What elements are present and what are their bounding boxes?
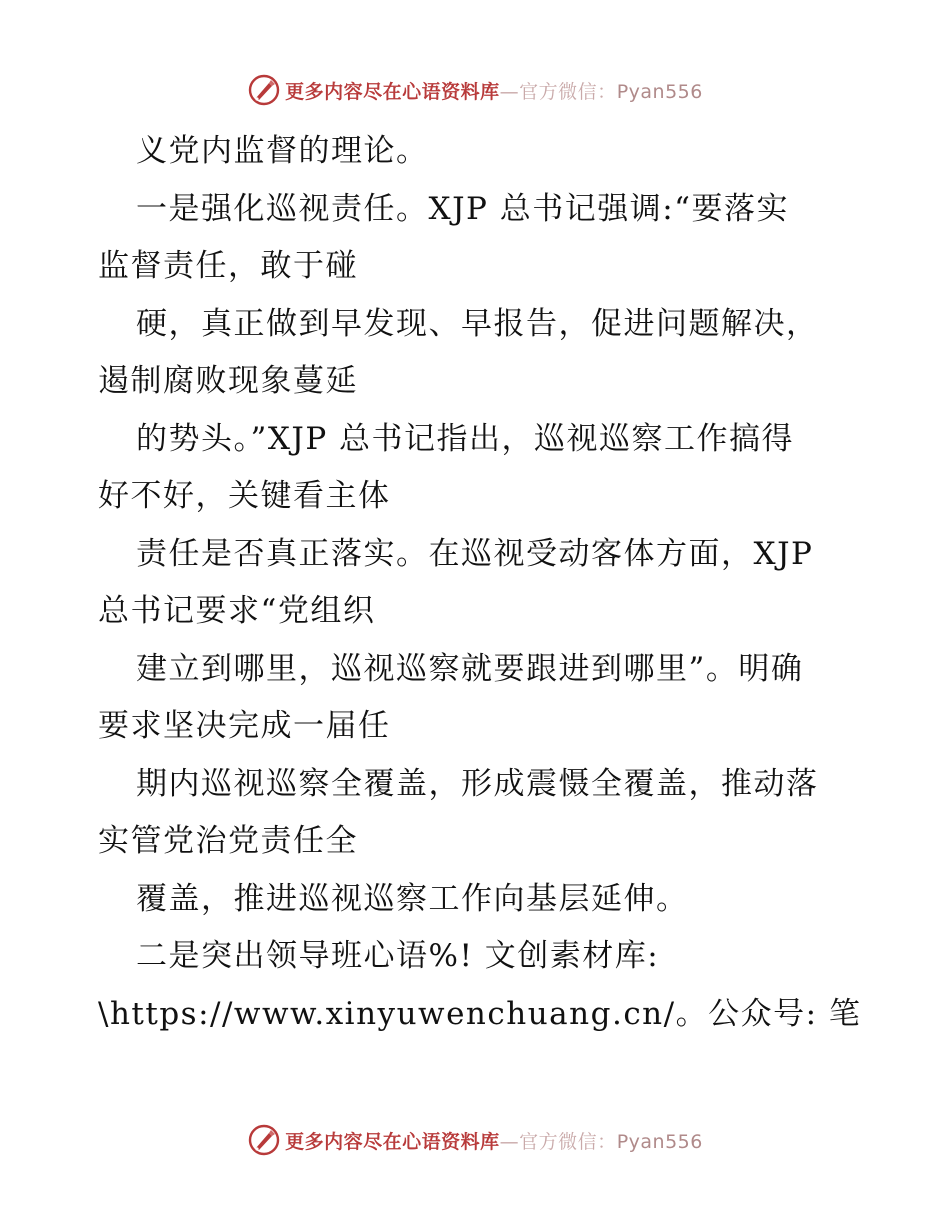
text-line: 期内巡视巡察全覆盖，形成震慑全覆盖，推动落 bbox=[136, 765, 819, 802]
text-line: 硬，真正做到早发现、早报告，促进问题解决， bbox=[136, 305, 819, 342]
text-line: 要求坚决完成一届任 bbox=[98, 708, 391, 744]
pen-logo-icon bbox=[247, 1123, 281, 1157]
watermark-suffix: 官方微信： bbox=[519, 80, 617, 103]
watermark-text bbox=[285, 1127, 703, 1154]
watermark-suffix: 官方微信： bbox=[519, 1130, 617, 1153]
document-body bbox=[98, 123, 862, 1043]
text-line: 建立到哪里，巡视巡察就要跟进到哪里”。明确 bbox=[136, 650, 804, 687]
text-line: 一是强化巡视责任。XJP 总书记强调:“要落实 bbox=[136, 190, 789, 227]
watermark-brand: 更多内容尽在心语资料库 bbox=[285, 80, 500, 103]
text-line: \https://www.xinyuwenchuang.cn/。公众号: 笔 bbox=[98, 995, 862, 1032]
text-line: 监督责任，敢于碰 bbox=[98, 248, 358, 284]
footer-watermark bbox=[0, 1120, 950, 1160]
text-line: 二是突出领导班心语%! 文创素材库: bbox=[136, 938, 660, 974]
pen-logo-icon bbox=[247, 73, 281, 107]
text-line: 覆盖，推进巡视巡察工作向基层延伸。 bbox=[136, 880, 689, 917]
watermark-separator: — bbox=[499, 1130, 520, 1153]
watermark-wechat-id: Pyan556 bbox=[616, 1130, 703, 1153]
text-line: 遏制腐败现象蔓延 bbox=[98, 363, 358, 399]
text-line: 责任是否真正落实。在巡视受动客体方面，XJP bbox=[136, 535, 814, 572]
text-line: 的势头。”XJP 总书记指出，巡视巡察工作搞得 bbox=[136, 420, 795, 457]
watermark-separator: — bbox=[499, 80, 520, 103]
text-line: 总书记要求“党组织 bbox=[98, 593, 376, 629]
text-line: 好不好，关键看主体 bbox=[98, 478, 391, 514]
text-line: 实管党治党责任全 bbox=[98, 823, 358, 859]
watermark-brand: 更多内容尽在心语资料库 bbox=[285, 1130, 500, 1153]
header-watermark bbox=[0, 70, 950, 110]
watermark-wechat-id: Pyan556 bbox=[616, 80, 703, 103]
watermark-text bbox=[285, 77, 703, 104]
text-line: 义党内监督的理论。 bbox=[136, 133, 429, 169]
